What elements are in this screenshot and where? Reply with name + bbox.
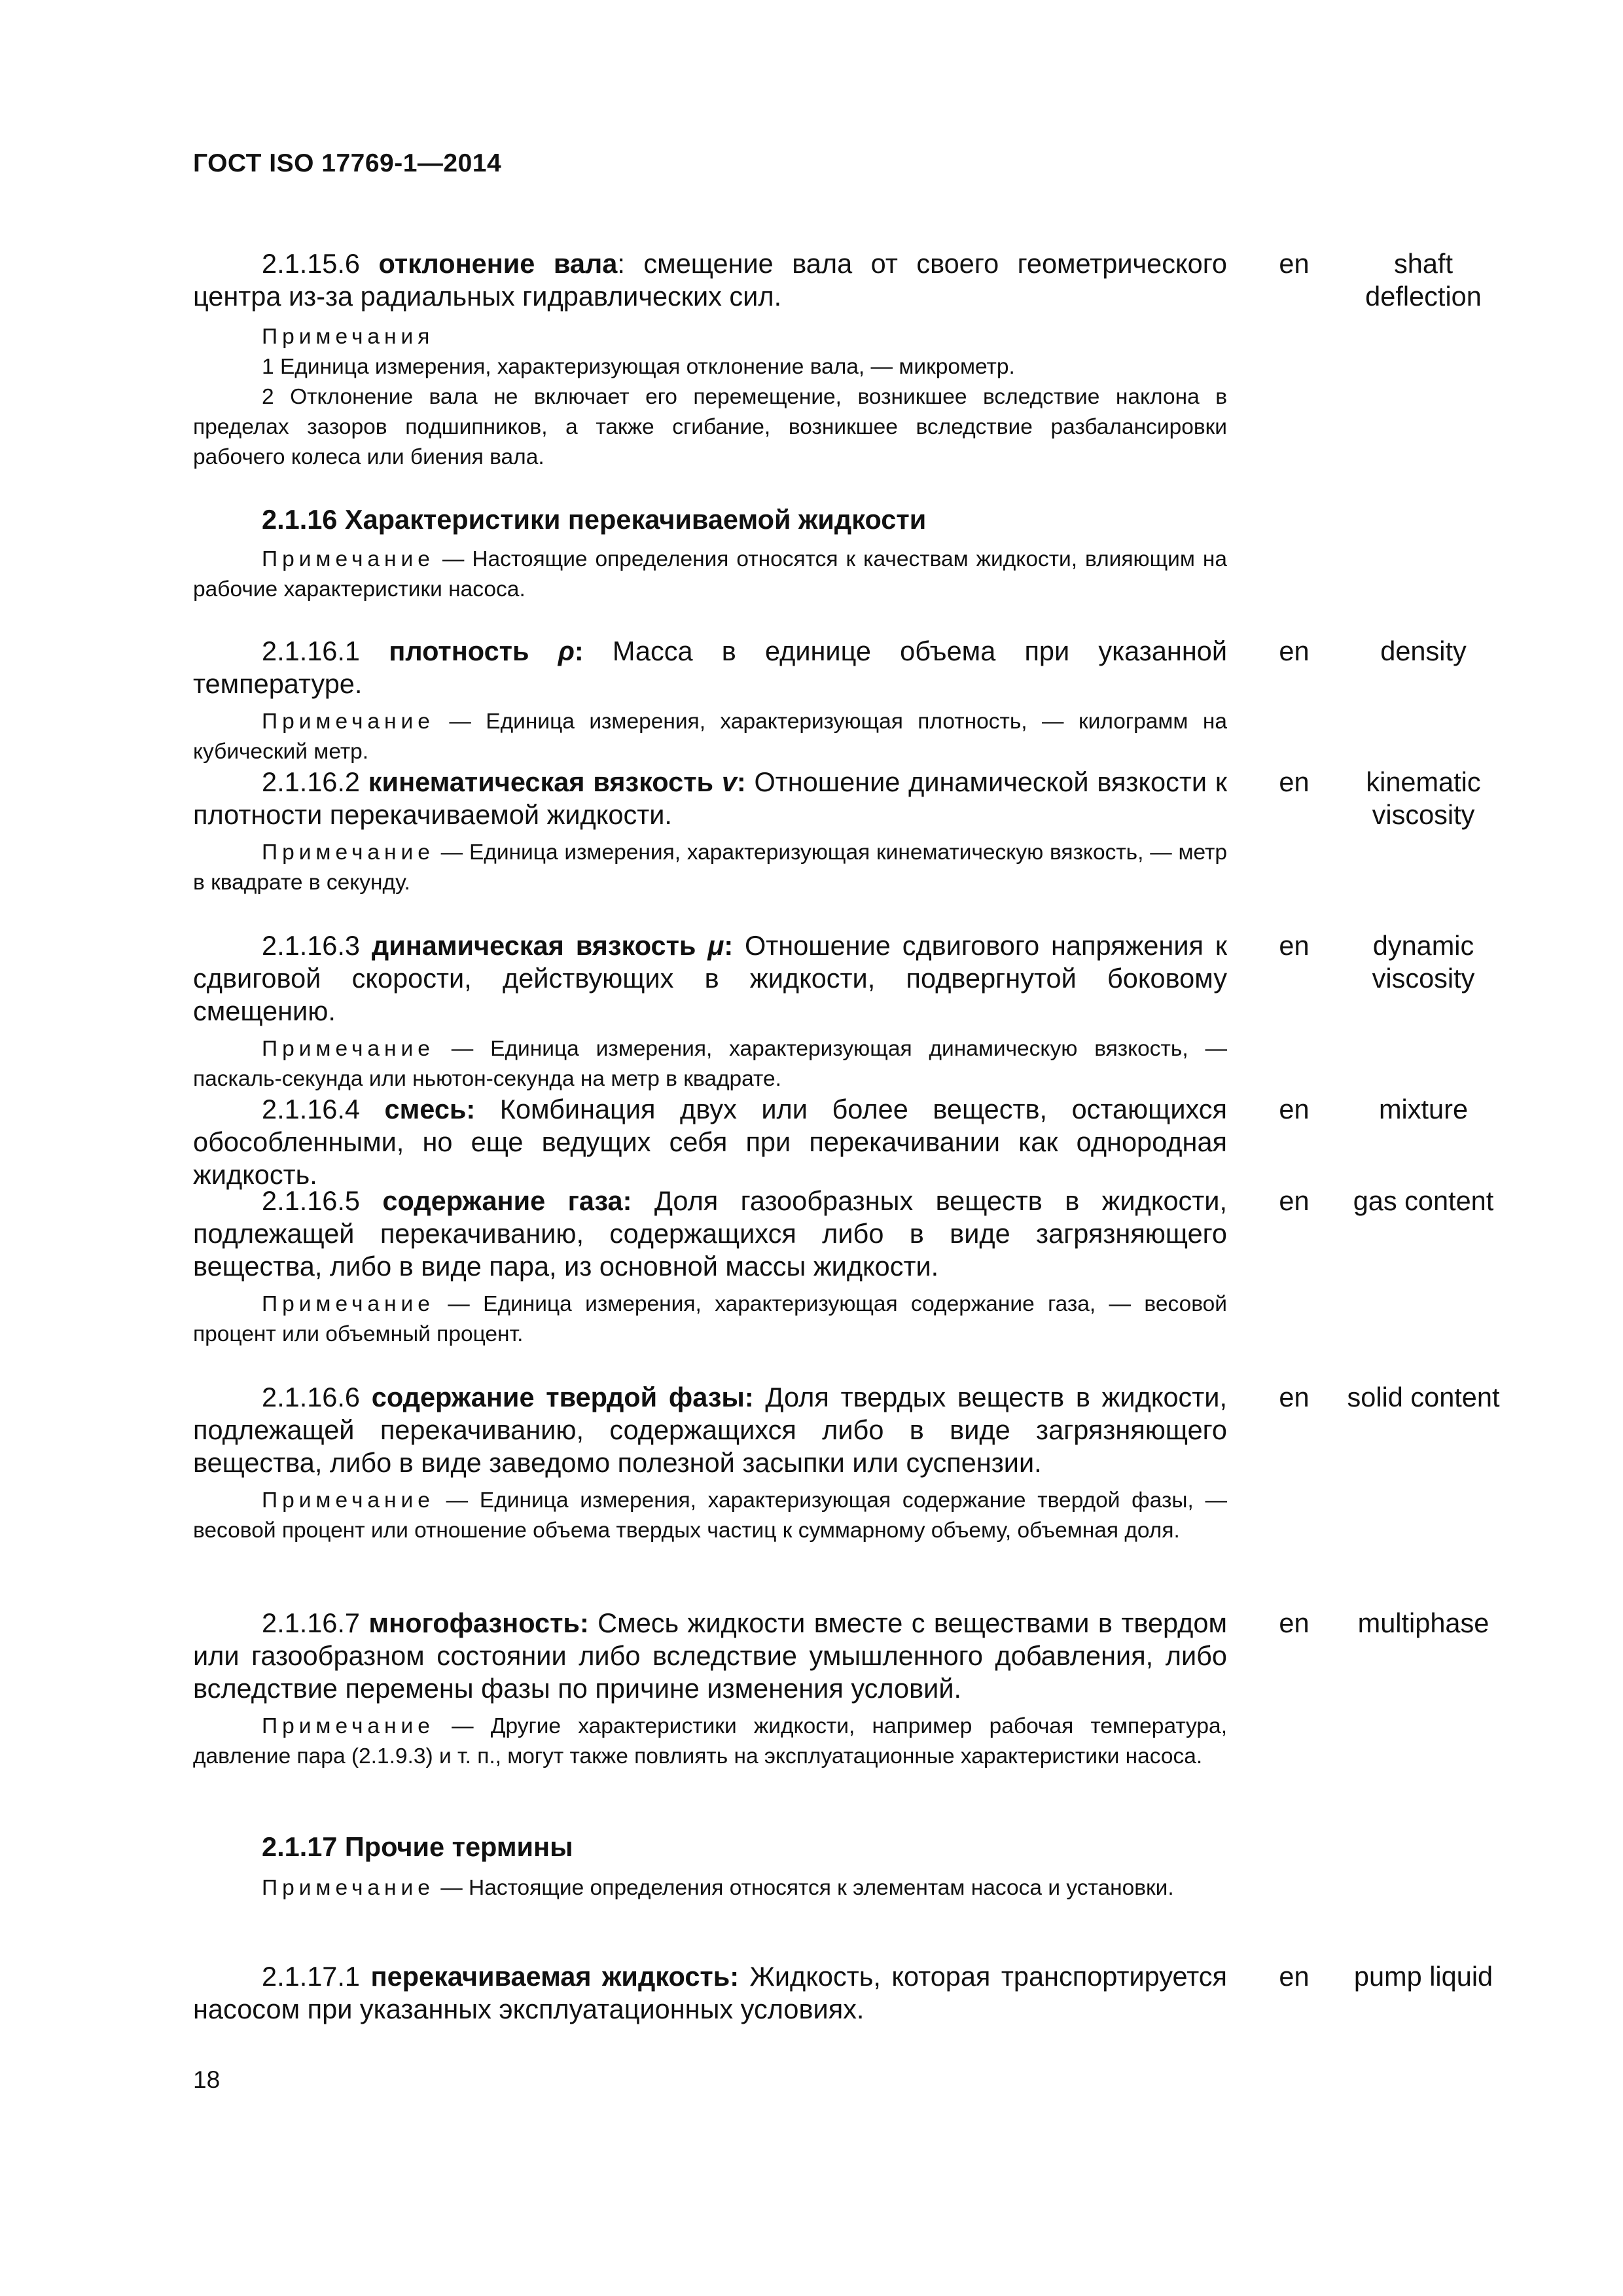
term-name: кинематическая вязкость: [368, 766, 722, 797]
term-definition: 2.1.16.2 кинематическая вязкость v: Отношение динамической вязкости к плотности перекачиваемой жидкости.: [193, 766, 1227, 830]
note-1: 1 Единица измерения, характеризующая отклонение вала, — микрометр.: [262, 355, 1015, 379]
section-note-2-1-17: Примечание — Настоящие определения относятся к элементам насоса и установки.: [262, 1876, 1174, 1900]
english-term: dynamic viscosity: [1372, 930, 1475, 994]
language-code: en: [1279, 1185, 1310, 1216]
language-code: en: [1279, 1094, 1310, 1124]
term-definition: 2.1.16.3 динамическая вязкость μ: Отношение сдвигового напряжения к сдвиговой скорости, действующих в жидкости, подвергнутой боковому смещению.: [193, 930, 1228, 1026]
language-code: en: [1279, 636, 1310, 666]
term-entry-2-1-16-1: [193, 635, 1508, 767]
term-entry-2-1-15-6: [193, 247, 1508, 473]
english-term: density: [1380, 636, 1467, 666]
term-name: смесь:: [384, 1094, 476, 1124]
english-term: multiphase: [1357, 1607, 1489, 1638]
term-name: многофазность:: [368, 1607, 589, 1638]
term-entry-2-1-17-1: [193, 1960, 1508, 2026]
term-name: динамическая вязкость: [371, 930, 708, 961]
language-code: en: [1279, 766, 1310, 797]
term-note: Примечание — Единица измерения, характеризующая содержание твердой фазы, — весовой процент или отношение объема твердых частиц к суммарному объему, объемная доля.: [193, 1488, 1227, 1543]
english-term: gas content: [1353, 1185, 1494, 1216]
english-term: mixture: [1378, 1094, 1469, 1124]
term-note: Примечание — Единица измерения, характеризующая плотность, — килограмм на кубический метр.: [193, 709, 1227, 764]
term-definition: 2.1.16.1 плотность ρ: Масса в единице объема при указанной температуре.: [193, 636, 1228, 699]
term-note: Примечание — Единица измерения, характеризующая содержание газа, — весовой процент или объемный процент.: [193, 1292, 1227, 1346]
language-code: en: [1279, 1607, 1310, 1638]
term-definition: 2.1.17.1 перекачиваемая жидкость: Жидкость, которая транспортируется насосом при указанных эксплуатационных условиях.: [193, 1961, 1228, 2024]
language-code: en: [1279, 930, 1310, 961]
term-definition: 2.1.16.7 многофазность: Смесь жидкости вместе с веществами в твердом или газообразном состоянии либо вследствие умышленного добавления, либо вследствие перемены фазы по причине изменения условий.: [193, 1607, 1227, 1704]
term-definition: 2.1.16.4 смесь: Комбинация двух или более веществ, остающихся обособленными, но еще ведущих себя при перекачивании как однородная жидкость.: [193, 1094, 1228, 1190]
term-name: плотность: [389, 636, 558, 666]
section-heading-2-1-17: 2.1.17 Прочие термины: [262, 1831, 573, 1862]
english-term: shaft deflection: [1365, 248, 1482, 312]
language-code: en: [1279, 248, 1310, 279]
term-entry-2-1-16-5: [193, 1185, 1508, 1350]
term-entry-2-1-16-3: [193, 929, 1508, 1094]
term-note: Примечание — Единица измерения, характеризующая кинематическую вязкость, — метр в квадрате в секунду.: [193, 840, 1227, 895]
notes-heading: Примечания: [262, 325, 435, 349]
language-code: en: [1279, 1382, 1310, 1412]
term-entry-2-1-16-4: [193, 1093, 1508, 1191]
document-header: ГОСТ ISO 17769-1—2014: [193, 149, 502, 177]
term-definition: 2.1.16.5 содержание газа: Доля газообразных веществ в жидкости, подлежащей перекачиванию, содержащихся либо в виде загрязняющего вещества, либо в виде пара, из основной массы жидкости.: [193, 1185, 1227, 1282]
english-term: kinematic viscosity: [1366, 766, 1481, 830]
term-name: содержание твердой фазы:: [371, 1382, 754, 1412]
term-name: отклонение вала: [378, 248, 618, 279]
language-code: en: [1279, 1961, 1310, 1992]
page-number: 18: [193, 2066, 221, 2093]
term-entry-2-1-16-7: [193, 1607, 1508, 1772]
section-heading-2-1-16: 2.1.16 Характеристики перекачиваемой жидкости: [262, 504, 927, 535]
note-2: 2 Отклонение вала не включает его перемещение, возникшее вследствие наклона в пределах зазоров подшипников, а также сгибание, возникшее вследствие разбалансировки рабочего колеса или биения вала.: [193, 385, 1227, 469]
term-note: Примечание — Другие характеристики жидкости, например рабочая температура, давление пара (2.1.9.3) и т. п., могут также повлиять на эксплуатационные характеристики насоса.: [193, 1714, 1227, 1768]
term-entry-2-1-16-6: [193, 1381, 1508, 1546]
section-note-2-1-16: Примечание — Настоящие определения относятся к качествам жидкости, влияющим на рабочие характеристики насоса.: [193, 547, 1227, 601]
term-definition: 2.1.15.6 отклонение вала: смещение вала от своего геометрического центра из-за радиальных гидравлических сил.: [193, 248, 1227, 312]
term-entry-2-1-16-2: [193, 766, 1508, 898]
term-name: перекачиваемая жидкость:: [370, 1961, 740, 1992]
term-definition: 2.1.16.6 содержание твердой фазы: Доля твердых веществ в жидкости, подлежащей перекачиванию, содержащихся либо в виде загрязняющего вещества, либо в виде заведомо полезной засыпки или суспензии.: [193, 1382, 1227, 1478]
english-term: solid content: [1347, 1382, 1500, 1412]
term-name: содержание газа:: [382, 1185, 632, 1216]
english-term: pump liquid: [1353, 1961, 1493, 1992]
term-note: Примечание — Единица измерения, характеризующая динамическую вязкость, — паскаль-секунда или ньютон-секунда на метр в квадрате.: [193, 1037, 1227, 1091]
